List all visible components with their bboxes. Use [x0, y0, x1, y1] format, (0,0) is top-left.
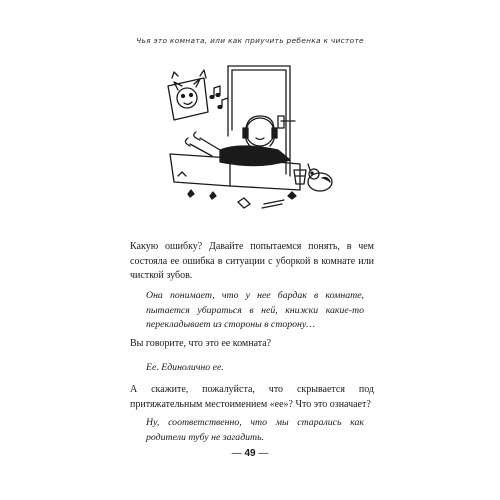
music-notes	[210, 86, 228, 109]
illustration-child-lying-with-headphones	[160, 58, 340, 218]
running-header: Чья это комната, или как приучить ребенка к чистоте	[136, 36, 364, 45]
page-number-dash-right: —	[258, 448, 269, 459]
scattered-items	[178, 172, 296, 208]
page-number-dash-left: —	[231, 448, 242, 459]
page-number-value: 49	[244, 448, 256, 459]
quote-messy-room: Она понимает, что у нее бардак в комнате, пытается убираться в ней, книжки какие-то перекладывает из стороны в сторону…	[146, 290, 364, 331]
paragraph-possessive-pronoun: А скажите, пожалуйста, что скрывается под притяжательным местоимением «ее»? Что это означает?	[130, 384, 374, 410]
paragraph-question-mistake: Какую ошибку? Давайте попытаемся понять, в чем состояла ее ошибка в ситуации с уборкой в комнате или чисткой зубов.	[130, 241, 374, 282]
page-number	[0, 448, 500, 459]
small-dog	[308, 164, 332, 191]
dog-poster	[168, 70, 208, 120]
quote-exclusively-hers: Ее. Единолично ее.	[146, 362, 224, 373]
quote-as-parents: Ну, соответственно, что мы старались как родители тубу не загадить.	[146, 417, 364, 443]
paragraph-her-room-question: Вы говорите, что это ее комната?	[130, 338, 272, 349]
